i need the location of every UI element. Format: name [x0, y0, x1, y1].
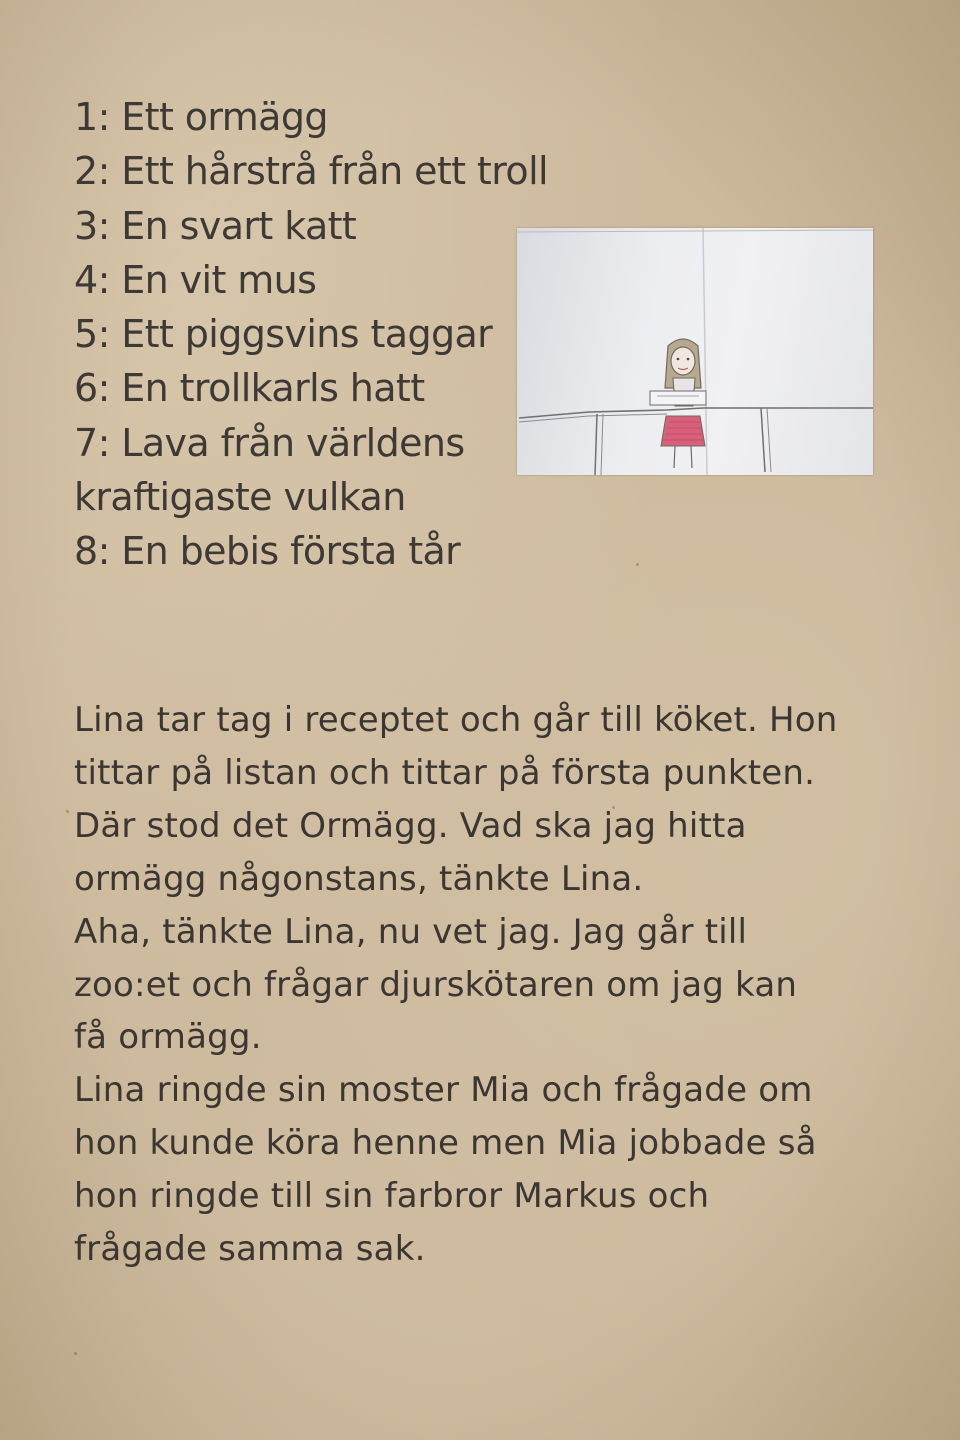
- paper-speck: [74, 1352, 77, 1355]
- recipe-item: 5: Ett piggsvins taggar: [74, 312, 493, 357]
- table-leg: [601, 414, 603, 475]
- table-leg: [767, 408, 771, 472]
- story-paragraph: Lina ringde sin moster Mia och frågade om hon kunde köra henne men Mia jobbade så hon ringde till sin farbror Markus och frågade samma sak.: [74, 1070, 817, 1270]
- story-text: [74, 694, 894, 1276]
- girl-eye: [687, 358, 690, 361]
- girl-face: [671, 347, 695, 375]
- recipe-list: [74, 90, 594, 579]
- recipe-item: 8: En bebis första tår: [74, 529, 461, 574]
- table-leg: [595, 414, 597, 475]
- girl-leg: [674, 446, 675, 468]
- recipe-item: 2: Ett hårstrå från ett troll: [74, 149, 548, 194]
- story-paragraph: Aha, tänkte Lina, nu vet jag. Jag går till zoo:et och frågar djurskötaren om jag kan få ormägg.: [74, 911, 798, 1058]
- recipe-item: 3: En svart katt: [74, 203, 357, 248]
- girl-eye: [677, 358, 680, 361]
- table-line: [519, 414, 667, 422]
- girl-at-table-drawing: [517, 228, 873, 475]
- recipe-item: 1: Ett ormägg: [74, 95, 328, 139]
- recipe-item: 6: En trollkarls hatt: [74, 366, 425, 411]
- story-paragraph: Lina tar tag i receptet och går till köket. Hon tittar på listan och tittar på första punkten. Där stod det Ormägg. Vad ska jag hitta ormägg någonstans, tänkte Lina.: [74, 700, 838, 899]
- girl-leg: [691, 446, 692, 468]
- girl-skirt: [661, 416, 705, 446]
- table-leg: [761, 408, 765, 472]
- recipe-item: 4: En vit mus: [74, 257, 317, 302]
- book-on-table: [650, 391, 706, 405]
- recipe-item: 7: Lava från världens: [74, 420, 465, 465]
- paper-speck: [636, 563, 639, 566]
- recipe-item: kraftigaste vulkan: [74, 475, 406, 520]
- paper-edge: [517, 230, 873, 232]
- paper-speck: [66, 810, 69, 813]
- child-drawing-photo: [517, 228, 873, 475]
